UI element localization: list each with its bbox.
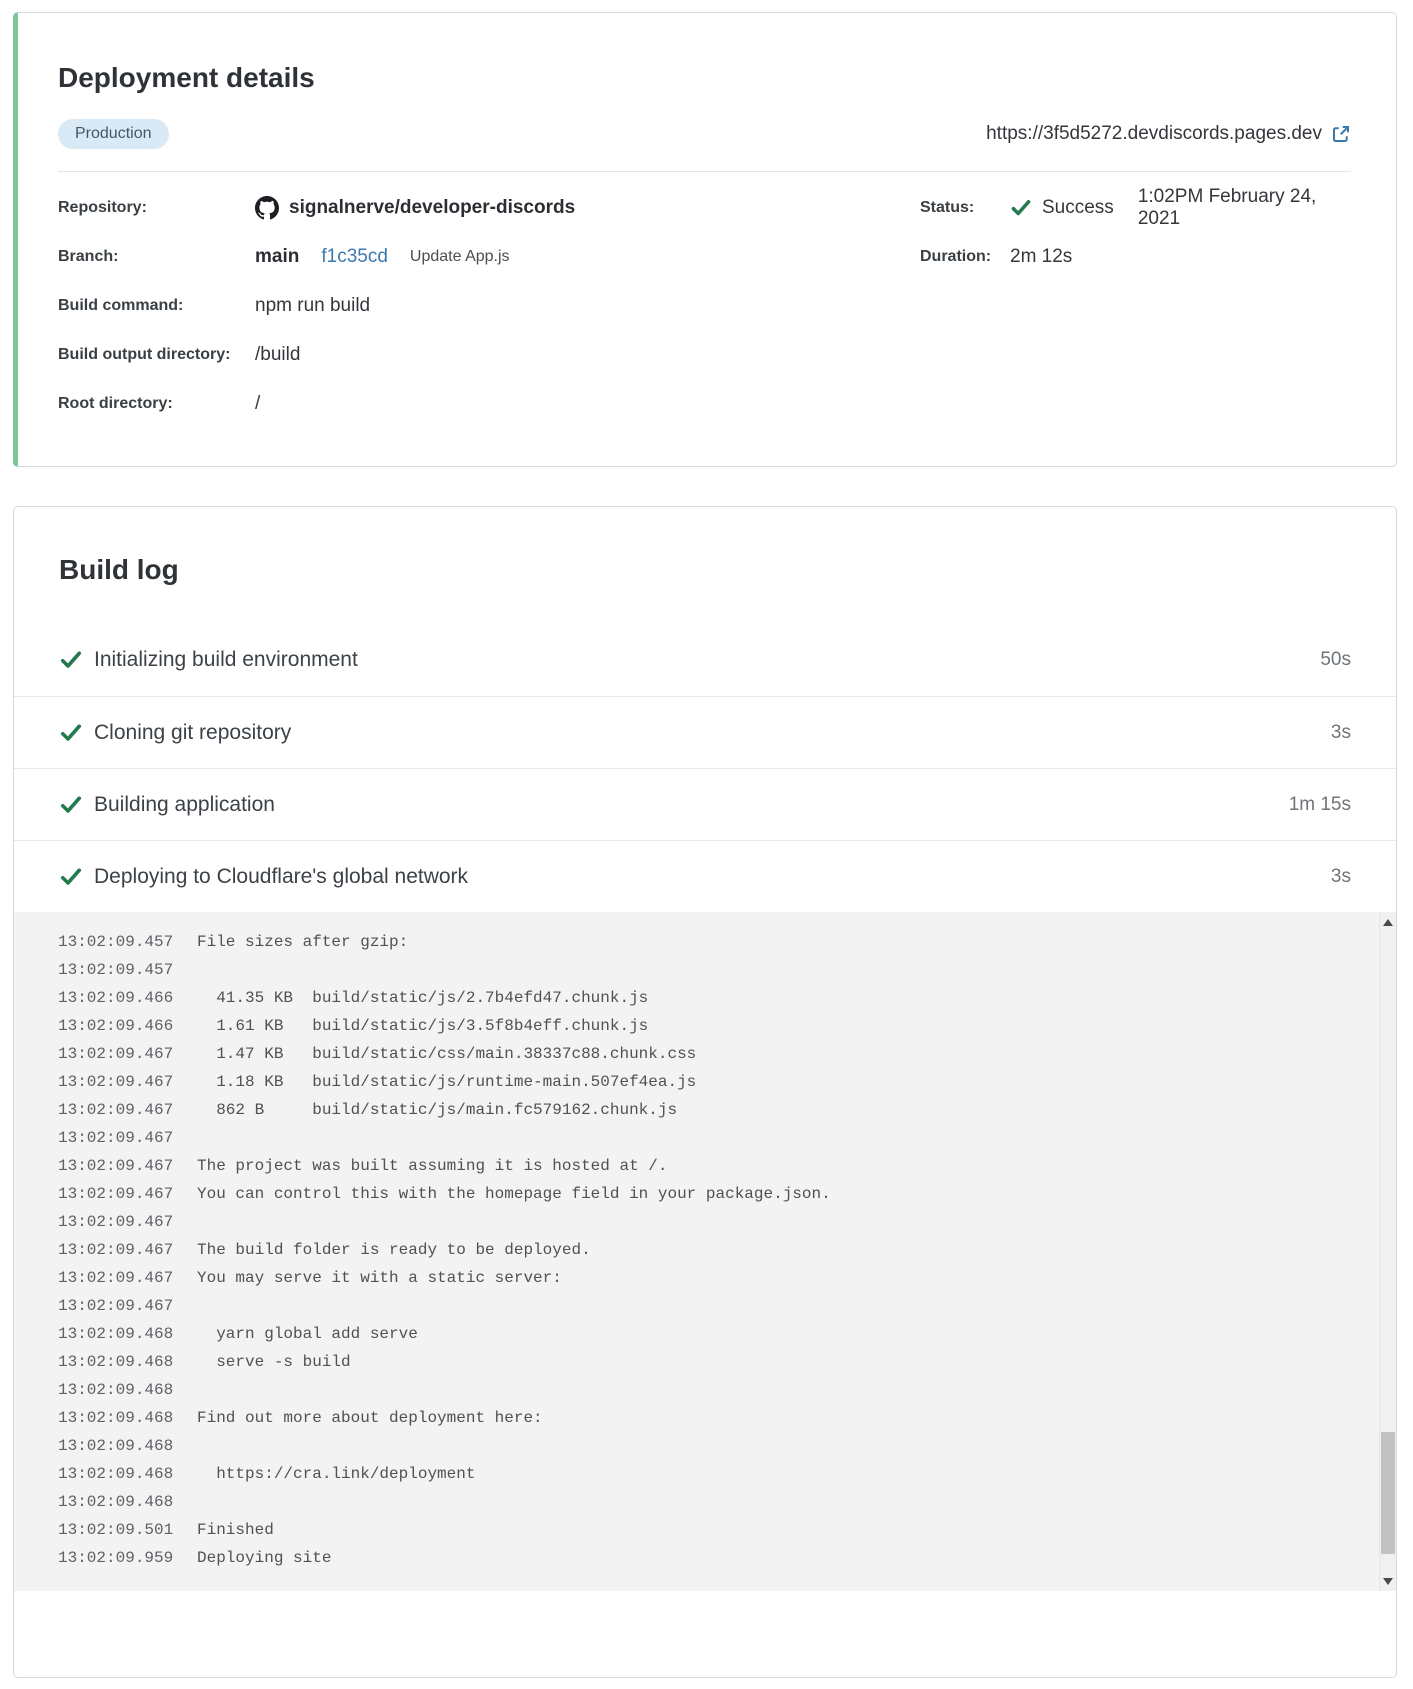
branch-label: Branch: [58,247,119,265]
build-log-output [14,912,1396,1591]
deployment-fields-right [920,183,1351,281]
build-command-value: npm run build [255,294,371,316]
log-line: 13:02:09.467 862 B build/static/js/main.fc579162.chunk.js [58,1101,678,1119]
repository-link[interactable] [255,196,575,220]
log-line: 13:02:09.466 41.35 KB build/static/js/2.7b4efd47.chunk.js [58,989,649,1007]
repository-name: signalnerve/developer-discords [289,196,576,218]
duration-row [920,232,1351,281]
build-output-directory-label: Build output directory: [58,345,231,363]
status-value: Success [1042,196,1114,218]
log-line: 13:02:09.959 Deploying site [58,1549,332,1567]
log-scrollbar[interactable] [1379,912,1396,1591]
environment-badge: Production [58,119,169,149]
header-divider [58,171,1351,172]
commit-message: Update App.js [409,247,510,265]
root-directory-value: / [255,392,261,414]
log-line: 13:02:09.468 [58,1381,174,1399]
status-timestamp: 1:02PM February 24, 2021 [1137,185,1317,229]
log-line: 13:02:09.467 You may serve it with a static server: [58,1269,562,1287]
stage-row-initializing[interactable] [14,624,1396,696]
log-line: 13:02:09.457 File sizes after gzip: [58,933,409,951]
deployment-url-link[interactable] [986,123,1351,145]
stage-label: Building application [94,792,275,816]
deployment-fields [58,183,1351,428]
log-line: 13:02:09.467 The build folder is ready to be deployed. [58,1241,591,1259]
commit-hash-link[interactable]: f1c35cd [321,245,388,267]
branch-row [58,232,920,281]
log-line: 13:02:09.467 You can control this with the homepage field in your package.json. [58,1185,831,1203]
duration-value: 2m 12s [1010,245,1073,267]
log-line: 13:02:09.457 [58,961,174,979]
stage-row-cloning[interactable] [14,696,1396,768]
deployment-url: https://3f5d5272.devdiscords.pages.dev [986,123,1322,144]
log-line: 13:02:09.467 1.47 KB build/static/css/main.38337c88.chunk.css [58,1045,697,1063]
external-link-icon[interactable] [1331,124,1351,144]
stage-row-building[interactable] [14,768,1396,840]
log-line: 13:02:09.468 serve -s build [58,1353,351,1371]
stage-label: Initializing build environment [94,648,358,671]
repository-label: Repository: [58,198,147,216]
stage-duration: 1m 15s [1288,793,1351,815]
duration-label: Duration: [920,247,992,265]
scrollbar-thumb[interactable] [1381,1432,1395,1554]
build-output-directory-row [58,330,920,379]
scroll-down-icon[interactable] [1380,1573,1396,1589]
deployment-fields-left [58,183,920,428]
build-command-row [58,281,920,330]
stage-duration: 3s [1330,721,1351,743]
build-stage-list [14,624,1396,912]
build-log-title: Build log [59,554,179,585]
log-line: 13:02:09.468 yarn global add serve [58,1325,418,1343]
check-icon [1010,197,1032,219]
log-line: 13:02:09.467 The project was built assuming it is hosted at /. [58,1157,668,1175]
check-icon [59,721,83,745]
deployment-details-card [13,12,1397,467]
log-line: 13:02:09.467 [58,1213,174,1231]
log-line: 13:02:09.467 [58,1129,174,1147]
stage-duration: 3s [1330,865,1351,887]
build-command-label: Build command: [58,296,184,314]
branch-name: main [255,245,300,267]
badge-url-row [58,119,1351,149]
log-line: 13:02:09.501 Finished [58,1521,274,1539]
stage-duration: 50s [1320,649,1351,670]
github-icon [255,196,279,220]
log-line: 13:02:09.466 1.61 KB build/static/js/3.5f8b4eff.chunk.js [58,1017,649,1035]
check-icon [59,793,83,817]
root-directory-row [58,379,920,428]
root-directory-label: Root directory: [58,394,173,412]
log-line: 13:02:09.467 1.18 KB build/static/js/runtime-main.507ef4ea.js [58,1073,697,1091]
log-line: 13:02:09.468 [58,1493,174,1511]
log-line: 13:02:09.468 https://cra.link/deployment [58,1465,476,1483]
page-title: Deployment details [58,62,315,93]
status-label: Status: [920,198,975,216]
build-output-directory-value: /build [255,343,301,365]
scroll-up-icon[interactable] [1380,914,1396,930]
check-icon [59,648,83,672]
status-row [920,183,1351,232]
stage-label: Cloning git repository [94,720,292,744]
log-line: 13:02:09.468 [58,1437,174,1455]
repository-row [58,183,920,232]
log-line: 13:02:09.468 Find out more about deployment here: [58,1409,543,1427]
check-icon [59,865,83,889]
stage-label: Deploying to Cloudflare's global network [94,864,469,888]
build-log-card [13,506,1397,1678]
stage-row-deploying[interactable] [14,840,1396,912]
log-line: 13:02:09.467 [58,1297,174,1315]
